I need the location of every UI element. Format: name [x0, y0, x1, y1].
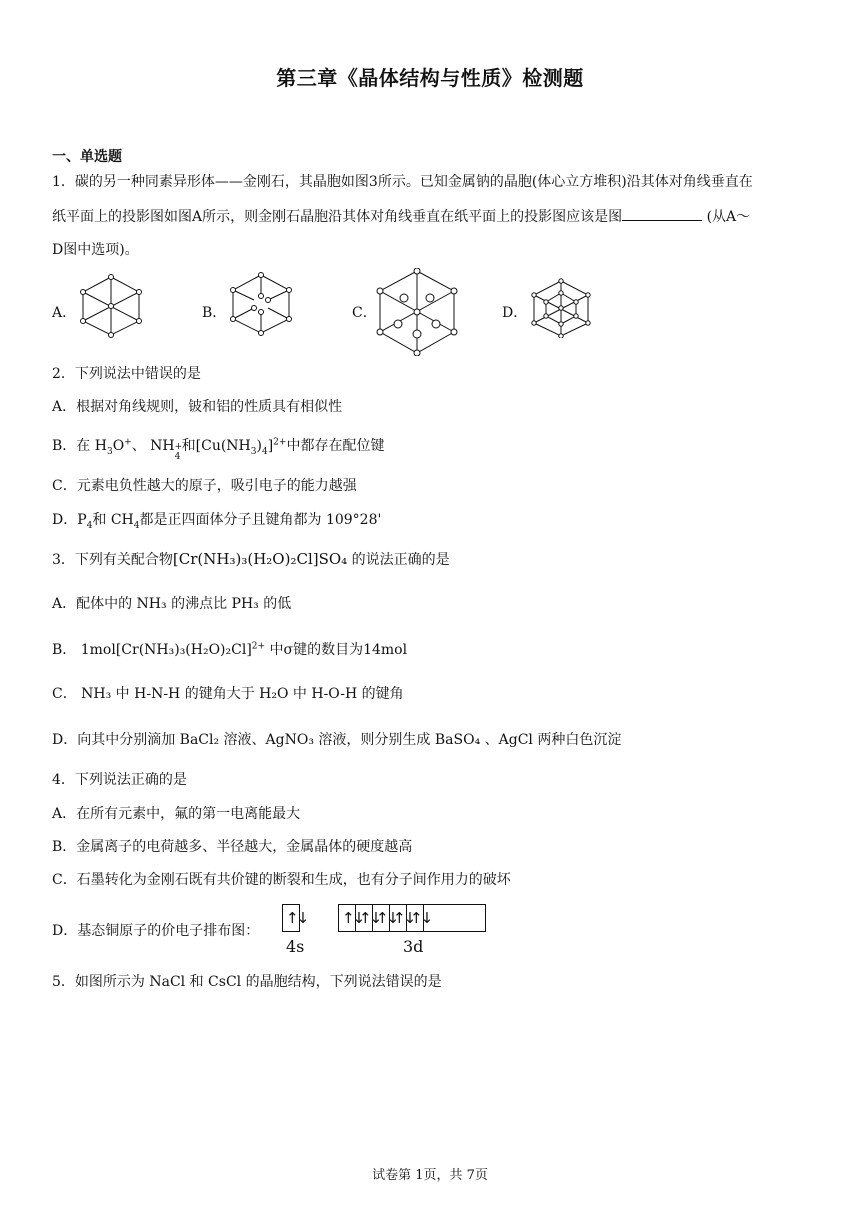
q2-option-b — [52, 436, 385, 462]
orbital-3d-frame — [338, 904, 486, 932]
figure-d — [530, 278, 592, 338]
q1-line2-tail: (从A～ — [706, 209, 751, 225]
q1-line3: D图中选项)。 — [52, 242, 139, 258]
q1-line2 — [52, 206, 750, 227]
q4-option-b: B．金属离子的电荷越多、半径越大，金属晶体的硬度越高 — [52, 839, 413, 855]
q2-b-text2: O — [112, 438, 125, 454]
figure-b-label: B． — [202, 305, 227, 321]
electron-pair: ↑↓ — [393, 909, 415, 927]
q2-b-text3: 、 NH — [131, 438, 175, 454]
q2-option-a: A．根据对角线规则，铍和铝的性质具有相似性 — [52, 399, 343, 415]
electron-pair: ↑↓ — [376, 909, 398, 927]
q2-b-text7: 中都存在配位键 — [286, 438, 385, 454]
orbital-3d-label: 3d — [403, 937, 424, 956]
q5-stem: 5．如图所示为 NaCl 和 CsCl 的晶胞结构，下列说法错误的是 — [52, 974, 442, 990]
q2-b-text6: ] — [267, 438, 274, 454]
electron-pair: ↑↓ — [342, 909, 364, 927]
q3-option-a: A．配体中的 NH₃ 的沸点比 PH₃ 的低 — [52, 596, 292, 612]
figure-c-label: C． — [352, 305, 377, 321]
q3-b-text1: B． 1mol[Cr(NH₃)₃(H₂O)₂Cl] — [52, 642, 252, 658]
q4-option-c: C．石墨转化为金刚石既有共价键的断裂和生成，也有分子间作用力的破坏 — [52, 872, 511, 888]
q2-b-sub4: 4 — [261, 446, 268, 457]
orbital-box — [282, 904, 308, 932]
q2-b-nh4-scripts: + 4 — [174, 442, 183, 462]
q3-stem — [52, 549, 450, 570]
q3-option-c: C． NH₃ 中 H-N-H 的键角大于 H₂O 中 H-O-H 的键角 — [52, 686, 404, 702]
section-heading: 一、单选题 — [52, 149, 122, 165]
q2-d-text3: 都是正四面体分子且键角都为 109°28' — [139, 512, 382, 528]
q2-b-text1: B．在 H — [52, 438, 107, 454]
q2-b-plus: + — [124, 437, 132, 448]
q2-stem: 2．下列说法中错误的是 — [52, 366, 201, 382]
q2-b-sub3b: 3 — [250, 446, 257, 457]
q1-line1: 1．碳的另一种同素异形体——金刚石，其晶胞如图3所示。已知金属钠的晶胞(体心立方堆积)沿其体对角线垂直在 — [52, 174, 753, 190]
electron-pair: ↑↓ — [359, 909, 381, 927]
q2-b-text5: ) — [256, 438, 262, 454]
q2-b-text4: 和[Cu(NH — [181, 438, 251, 454]
figure-d-label: D． — [502, 305, 528, 321]
q2-b-charge: 2+ — [273, 437, 287, 448]
q4-option-a: A．在所有元素中，氟的第一电离能最大 — [52, 806, 301, 822]
q3-stem-suffix: 的说法正确的是 — [347, 552, 450, 568]
electron-pair: ↑↓ — [286, 909, 308, 927]
q3-formula: [Cr(NH₃)₃(H₂O)₂Cl]SO₄ — [172, 550, 348, 568]
q3-option-d: D．向其中分别滴加 BaCl₂ 溶液、AgNO₃ 溶液，则分别生成 BaSO₄ 、AgCl 两种白色沉淀 — [52, 732, 622, 748]
q2-d-sub4: 4 — [86, 520, 93, 531]
q2-d-sub4b: 4 — [133, 520, 140, 531]
q2-option-c: C．元素电负性越大的原子，吸引电子的能力越强 — [52, 478, 357, 494]
orbital-4s — [282, 904, 308, 932]
q2-b-sub3: 3 — [106, 446, 113, 457]
q3-b-charge: 2+ — [251, 641, 266, 652]
page-title: 第三章《晶体结构与性质》检测题 — [276, 66, 584, 90]
q2-option-d — [52, 510, 381, 530]
q2-d-text2: 和 CH — [92, 512, 134, 528]
figure-c — [376, 268, 458, 356]
q4-stem: 4．下列说法正确的是 — [52, 772, 187, 788]
q4-option-d: D．基态铜原子的价电子排布图： — [52, 923, 260, 939]
figure-b — [228, 272, 294, 336]
q3-option-b — [52, 640, 407, 660]
electron-pair: ↑↓ — [410, 909, 432, 927]
q1-line2-text: 纸平面上的投影图如图A所示，则金刚石晶胞沿其体对角线垂直在纸平面上的投影图应该是图 — [52, 209, 623, 225]
answer-blank — [622, 206, 702, 221]
figure-a — [78, 274, 144, 338]
figure-a-label: A． — [52, 305, 77, 321]
q2-d-text1: D．P — [52, 512, 87, 528]
q3-stem-text: 3．下列有关配合物 — [52, 552, 173, 568]
orbital-4s-label: 4s — [286, 937, 305, 956]
q3-b-text2: 中σ键的数目为14mol — [265, 642, 408, 658]
page-footer: 试卷第 1页，共 7页 — [372, 1168, 488, 1183]
